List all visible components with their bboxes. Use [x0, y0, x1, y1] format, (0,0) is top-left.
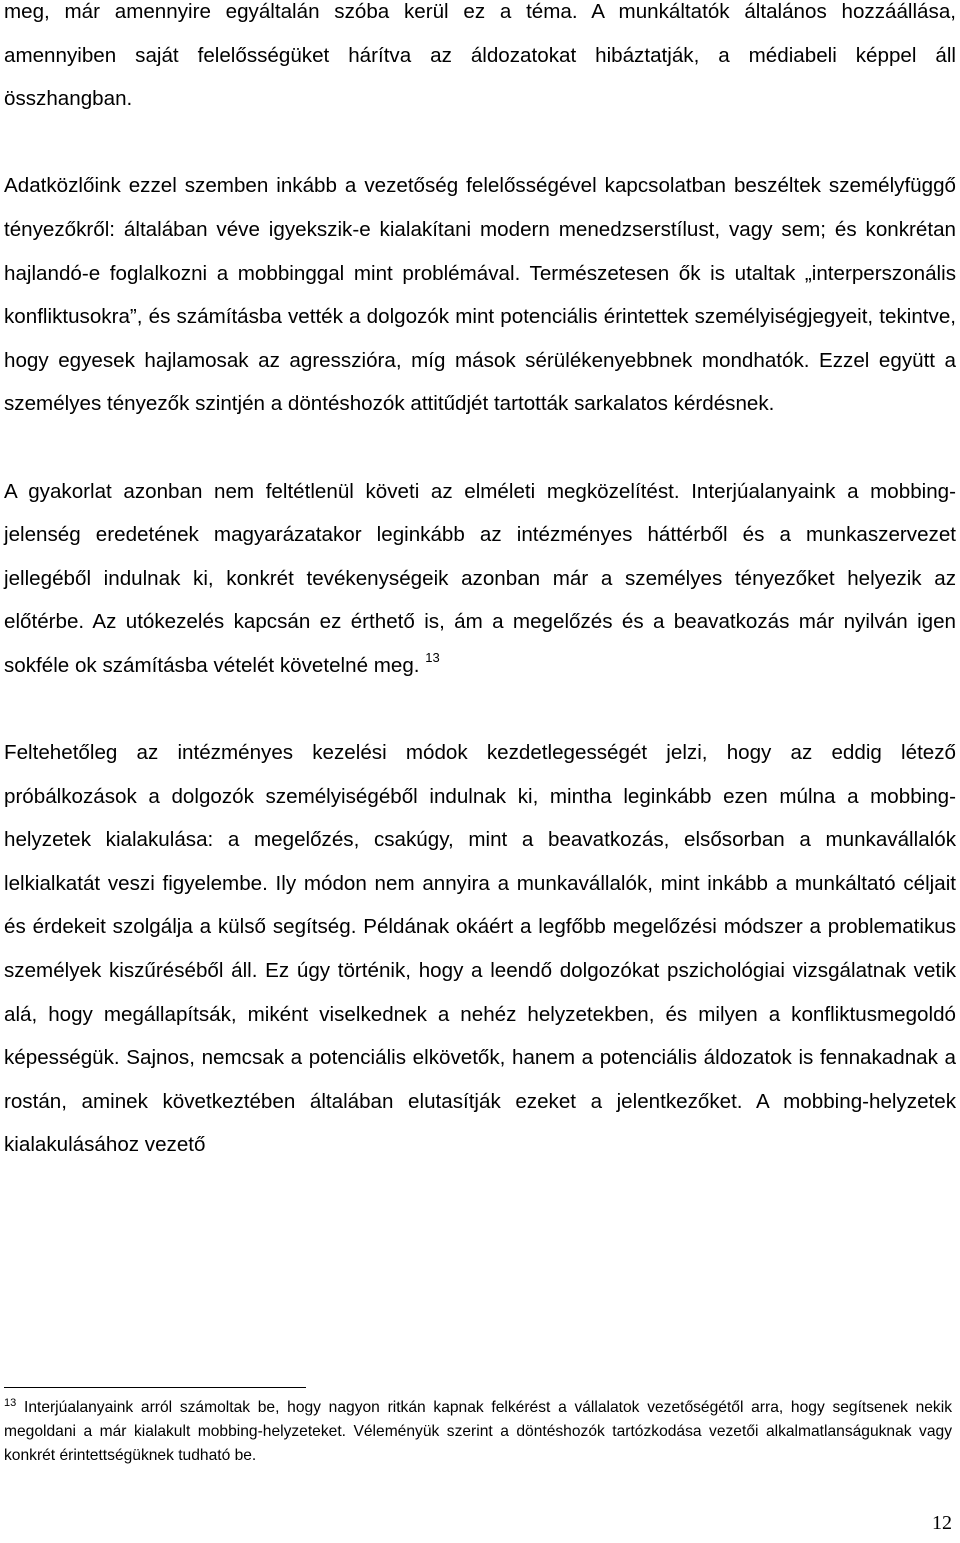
paragraph-1: meg, már amennyire egyáltalán szóba kerül ez a téma. A munkáltatók általános hozzáállása, amennyiben saját felelősségüket hárítva az áldozatokat hibáztatják, a médiabeli képpel áll összhangban.	[4, 0, 956, 111]
document-body	[4, 0, 956, 1167]
paragraph-3-text: A gyakorlat azonban nem feltétlenül követi az elméleti megközelítést. Interjúalanyaink a mobbing-jelenség eredetének magyarázatakor leginkább az intézményes háttérből és a munkaszervezet jellegéből indulnak ki, konkrét tevékenységeik azonban már a személyes tényezőket helyezik az előtérbe. Az utókezelés kapcsán ez érthető is, ám a megelőzés és a beavatkozás már nyilván igen sokféle ok számításba vételét követelné meg.	[4, 479, 956, 677]
footnote-number: 13	[4, 1396, 17, 1409]
paragraph-gap	[4, 426, 956, 470]
paragraph-gap	[4, 121, 956, 165]
footnote	[4, 1396, 952, 1468]
paragraph-3	[4, 470, 956, 688]
paragraph-gap	[4, 688, 956, 732]
page-number: 12	[932, 1512, 952, 1534]
footnote-separator	[4, 1387, 306, 1388]
paragraph-4: Feltehetőleg az intézményes kezelési módok kezdetlegességét jelzi, hogy az eddig létező próbálkozások a dolgozók személyiségéből indulnak ki, mintha leginkább ezen múlna a mobbing-helyzetek kialakulása: a megelőzés, csakúgy, mint a beavatkozás, elsősorban a munkavállalók lelkialkatát veszi figyelembe. Ily módon nem annyira a munkavállalók, mint inkább a munkáltató céljait és érdekeit szolgálja a külső segítség. Példának okáért a legfőbb megelőzési módszer a problematikus személyek kiszűréséből áll. Ez úgy történik, hogy a leendő dolgozókat pszichológiai vizsgálatnak vetik alá, hogy megállapítsák, miként viselkednek a nehéz helyzetekben, és milyen a konfliktusmegoldó képességük. Sajnos, nemcsak a potenciális elkövetők, hanem a potenciális áldozatok is fennakadnak a rostán, aminek következtében általában elutasítják ezeket a jelentkezőket. A mobbing-helyzetek kialakulásához vezető	[4, 741, 956, 1157]
paragraph-2: Adatközlőink ezzel szemben inkább a vezetőség felelősségével kapcsolatban beszéltek személyfüggő tényezőkről: általában véve igyekszik-e kialakítani modern menedzserstílust, vagy sem; és konkrétan hajlandó-e foglalkozni a mobbinggal mint problémával. Természetesen ők is utaltak „interperszonális konfliktusokra”, és számításba vették a dolgozók mint potenciális érintettek személyiségjegyeit, tekintve, hogy egyesek hajlamosak az agresszióra, míg mások sérülékenyebbnek mondhatók. Ezzel együtt a személyes tényezők szintjén a döntéshozók attitűdjét tartották sarkalatos kérdésnek.	[4, 174, 956, 416]
footnote-reference[interactable]: 13	[425, 650, 440, 666]
footnote-text: Interjúalanyaink arról számoltak be, hogy nagyon ritkán kapnak felkérést a vállalatok vezetőségétől arra, hogy segítsenek nekik megoldani a már kialakult mobbing-helyzeteket. Véleményük szerint a döntéshozók tartózkodása vezetői alkalmatlanságuknak vagy konkrét érintettségüknek tudható be.	[4, 1399, 952, 1464]
